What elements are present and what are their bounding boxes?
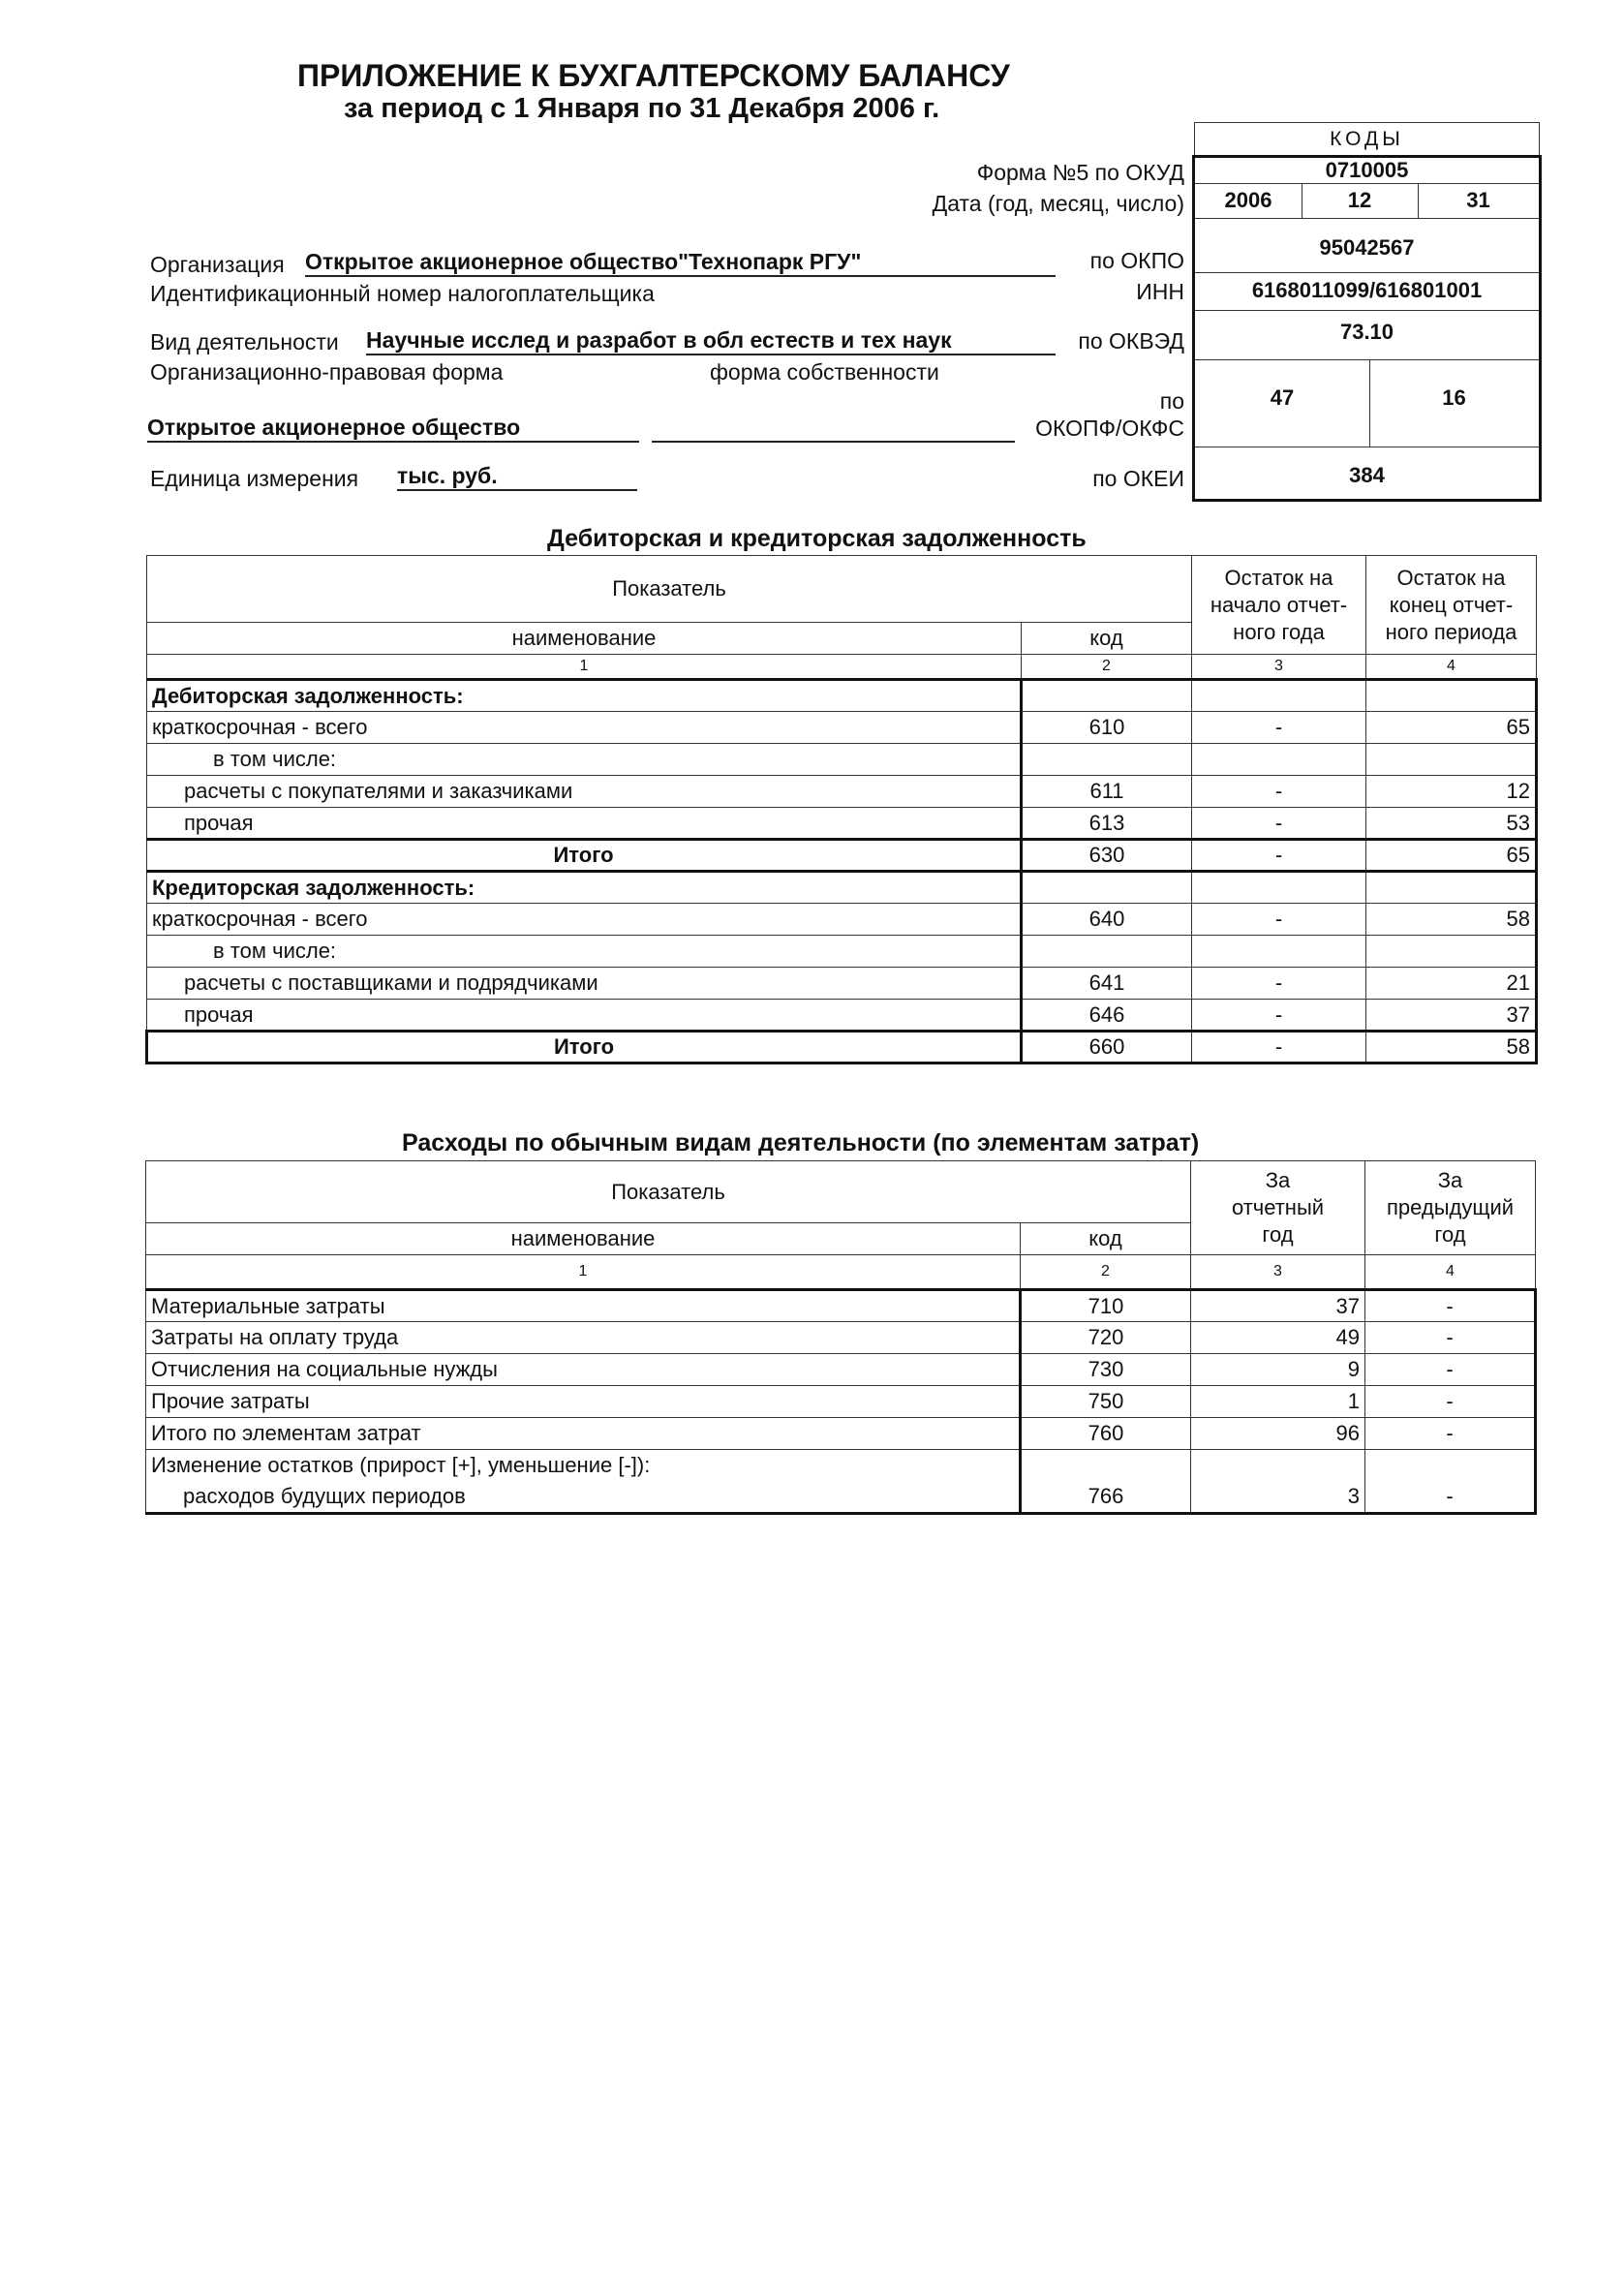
- row-current: 9: [1191, 1354, 1365, 1386]
- table-cell: [1021, 1450, 1191, 1482]
- divider: [1195, 359, 1539, 360]
- divider: [1195, 310, 1539, 311]
- row-name: расходов будущих периодов: [146, 1482, 1021, 1514]
- table-row: [147, 776, 1537, 808]
- okfs-value: 16: [1442, 385, 1466, 410]
- date-year: 2006: [1195, 183, 1302, 218]
- total-end: 65: [1366, 840, 1537, 872]
- table-row: [146, 1386, 1536, 1418]
- row-code: 760: [1021, 1418, 1191, 1450]
- row-current: 96: [1191, 1418, 1365, 1450]
- table-cell: [1365, 1450, 1536, 1482]
- total-start: -: [1192, 840, 1366, 872]
- row-start: -: [1192, 808, 1366, 840]
- table-cell: [1022, 872, 1192, 904]
- date-label: Дата (год, месяц, число): [932, 191, 1184, 216]
- total-code: 630: [1022, 840, 1192, 872]
- inn-value: 6168011099/616801001: [1251, 278, 1483, 302]
- row-current: 3: [1191, 1482, 1365, 1514]
- row-current: 1: [1191, 1386, 1365, 1418]
- row-end: 37: [1366, 1000, 1537, 1032]
- table-row: [147, 904, 1537, 936]
- unit-value: тыс. руб.: [397, 463, 637, 491]
- row-start: -: [1192, 712, 1366, 744]
- unit-label: Единица измерения: [150, 466, 359, 491]
- table-row: [146, 1322, 1536, 1354]
- debts-section-title: Дебиторская и кредиторская задолженность: [547, 525, 1087, 552]
- inn-label: Идентификационный номер налогоплательщика: [150, 281, 655, 306]
- row-name: Отчисления на социальные нужды: [146, 1354, 1021, 1386]
- ownership-label: форма собственности: [710, 359, 939, 385]
- col-end: Остаток на конец отчет- ного периода: [1366, 556, 1537, 655]
- table-row: [147, 936, 1537, 968]
- row-start: [1192, 936, 1366, 968]
- table-cell: [1366, 680, 1537, 712]
- table-row: [147, 744, 1537, 776]
- divider: [1195, 218, 1539, 219]
- divider: [1195, 272, 1539, 273]
- col-indicator: Показатель: [147, 556, 1192, 623]
- row-code: 710: [1021, 1290, 1191, 1322]
- col-num: 1: [146, 1255, 1021, 1290]
- table-cell: [1191, 1450, 1365, 1482]
- row-name: прочая: [147, 808, 1022, 840]
- col-num: 4: [1366, 655, 1537, 680]
- total-start: -: [1192, 1032, 1366, 1063]
- activity-value: Научные исслед и разработ в обл естеств и тех наук: [366, 327, 1056, 355]
- col-indicator: Показатель: [146, 1161, 1191, 1223]
- col-num: 2: [1022, 655, 1192, 680]
- okopf-value: 47: [1270, 385, 1295, 410]
- row-name: Прочие затраты: [146, 1386, 1021, 1418]
- row-start: -: [1192, 968, 1366, 1000]
- codes-box: [1192, 155, 1542, 502]
- row-code: 646: [1022, 1000, 1192, 1032]
- okpo-value: 95042567: [1319, 235, 1415, 260]
- table-cell: [1366, 872, 1537, 904]
- row-code: 611: [1022, 776, 1192, 808]
- codes-heading: КОДЫ: [1194, 122, 1540, 157]
- expenses-section-title: Расходы по обычным видам деятельности (по элементам затрат): [402, 1129, 1200, 1156]
- date-month: 12: [1302, 183, 1419, 218]
- row-end: 21: [1366, 968, 1537, 1000]
- table-row: [146, 1354, 1536, 1386]
- row-code: 610: [1022, 712, 1192, 744]
- row-prev: -: [1365, 1482, 1536, 1514]
- legal-form-value: Открытое акционерное общество: [147, 415, 639, 443]
- total-row: [147, 840, 1537, 872]
- table-cell: [1192, 872, 1366, 904]
- change-label: Изменение остатков (прирост [+], уменьшение [-]):: [146, 1450, 1021, 1482]
- date-day: 31: [1466, 188, 1490, 212]
- row-start: [1192, 744, 1366, 776]
- row-name: в том числе:: [147, 744, 1022, 776]
- row-start: -: [1192, 776, 1366, 808]
- legal-form-label: Организационно-правовая форма: [150, 359, 504, 385]
- row-start: -: [1192, 1000, 1366, 1032]
- page-period: за период с 1 Января по 31 Декабря 2006 г.: [344, 93, 940, 124]
- row-name: Затраты на оплату труда: [146, 1322, 1021, 1354]
- row-code: 613: [1022, 808, 1192, 840]
- total-row: [147, 1032, 1537, 1063]
- col-num: 3: [1192, 655, 1366, 680]
- row-code: 730: [1021, 1354, 1191, 1386]
- row-name: краткосрочная - всего: [147, 904, 1022, 936]
- total-code: 660: [1022, 1032, 1192, 1063]
- okei-value: 384: [1349, 463, 1385, 487]
- org-value: Открытое акционерное общество"Технопарк РГУ": [305, 249, 1056, 277]
- expenses-table: [145, 1160, 1537, 1515]
- col-prev: За предыдущий год: [1365, 1161, 1536, 1255]
- row-name: Материальные затраты: [146, 1290, 1021, 1322]
- row-name: прочая: [147, 1000, 1022, 1032]
- total-name: Итого: [147, 840, 1022, 872]
- row-code: [1022, 936, 1192, 968]
- col-code: код: [1021, 1223, 1191, 1255]
- row-current: 37: [1191, 1290, 1365, 1322]
- col-num: 3: [1191, 1255, 1365, 1290]
- okopf-label-1: по: [1159, 388, 1184, 414]
- table-cell: [1192, 680, 1366, 712]
- table-row: [147, 808, 1537, 840]
- row-end: [1366, 936, 1537, 968]
- row-code: 641: [1022, 968, 1192, 1000]
- row-prev: -: [1365, 1354, 1536, 1386]
- table-row: [147, 968, 1537, 1000]
- inn-code-label: ИНН: [1136, 279, 1184, 304]
- receivable-title: Дебиторская задолженность:: [147, 680, 1022, 712]
- row-prev: -: [1365, 1322, 1536, 1354]
- total-end: 58: [1366, 1032, 1537, 1063]
- row-end: 12: [1366, 776, 1537, 808]
- payable-title: Кредиторская задолженность:: [147, 872, 1022, 904]
- col-start: Остаток на начало отчет- ного года: [1192, 556, 1366, 655]
- okopf-label-2: ОКОПФ/ОКФС: [1035, 416, 1184, 441]
- row-current: 49: [1191, 1322, 1365, 1354]
- row-prev: -: [1365, 1418, 1536, 1450]
- okpo-label: по ОКПО: [1089, 248, 1184, 273]
- row-name: расчеты с поставщиками и подрядчиками: [147, 968, 1022, 1000]
- row-name: расчеты с покупателями и заказчиками: [147, 776, 1022, 808]
- row-end: [1366, 744, 1537, 776]
- table-row: [146, 1450, 1536, 1482]
- row-name: в том числе:: [147, 936, 1022, 968]
- table-row: [146, 1418, 1536, 1450]
- table-cell: [1022, 680, 1192, 712]
- okei-label: по ОКЕИ: [1092, 466, 1184, 491]
- row-code: 766: [1021, 1482, 1191, 1514]
- okved-label: по ОКВЭД: [1078, 328, 1184, 354]
- row-start: -: [1192, 904, 1366, 936]
- row-prev: -: [1365, 1290, 1536, 1322]
- row-code: [1022, 744, 1192, 776]
- row-code: 750: [1021, 1386, 1191, 1418]
- row-end: 65: [1366, 712, 1537, 744]
- table-row: [146, 1482, 1536, 1514]
- total-name: Итого: [147, 1032, 1022, 1063]
- row-code: 640: [1022, 904, 1192, 936]
- row-name: краткосрочная - всего: [147, 712, 1022, 744]
- okud-value: 0710005: [1195, 158, 1539, 184]
- table-row: [147, 712, 1537, 744]
- table-row: [147, 1000, 1537, 1032]
- col-code: код: [1022, 623, 1192, 655]
- col-num: 1: [147, 655, 1022, 680]
- ownership-value-line: [652, 441, 1015, 443]
- okved-value: 73.10: [1339, 320, 1394, 344]
- table-row: [146, 1290, 1536, 1322]
- col-num: 4: [1365, 1255, 1536, 1290]
- col-name: наименование: [146, 1223, 1021, 1255]
- col-name: наименование: [147, 623, 1022, 655]
- row-code: 720: [1021, 1322, 1191, 1354]
- col-current: За отчетный год: [1191, 1161, 1365, 1255]
- form-label: Форма №5 по ОКУД: [976, 160, 1184, 185]
- row-end: 58: [1366, 904, 1537, 936]
- col-num: 2: [1021, 1255, 1191, 1290]
- row-name: Итого по элементам затрат: [146, 1418, 1021, 1450]
- row-prev: -: [1365, 1386, 1536, 1418]
- debts-table: [145, 555, 1538, 1064]
- org-label: Организация: [150, 252, 285, 277]
- page-title: ПРИЛОЖЕНИЕ К БУХГАЛТЕРСКОМУ БАЛАНСУ: [297, 58, 1010, 93]
- activity-label: Вид деятельности: [150, 329, 339, 354]
- row-end: 53: [1366, 808, 1537, 840]
